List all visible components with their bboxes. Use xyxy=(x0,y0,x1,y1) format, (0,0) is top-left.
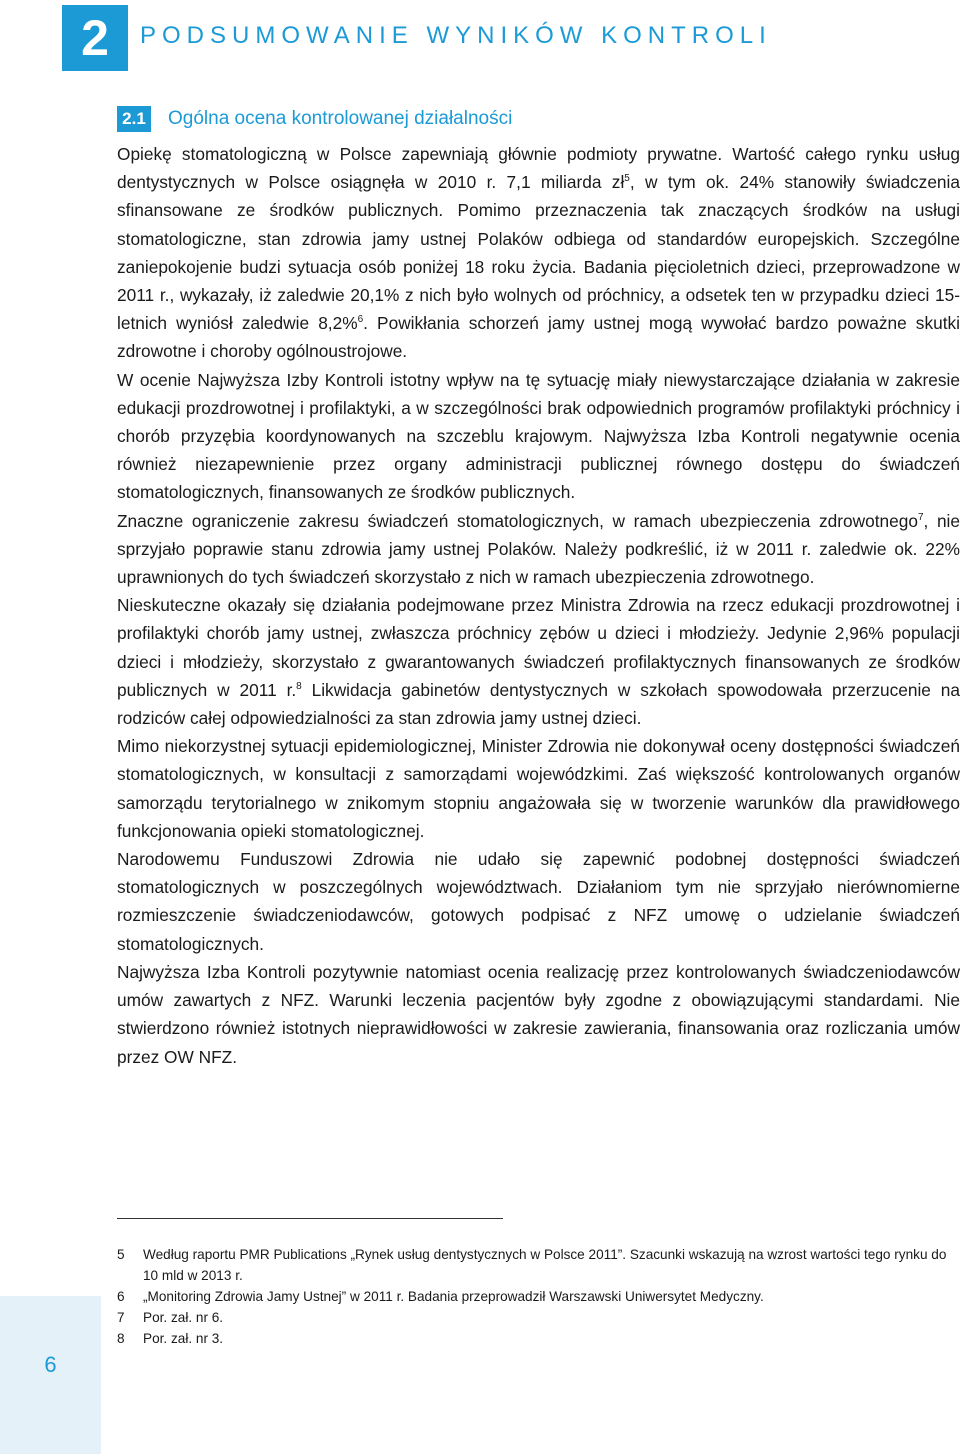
footnote xyxy=(117,1328,960,1349)
paragraph: Opiekę stomatologiczną w Polsce zapewniają głównie podmioty prywatne. Wartość całego rynku usług dentystycznych w Polsce osiągnęła w 2010 r. 7,1 miliarda $zł^5$, w tym ok. 24% stanowiły świadczenia sfinansowane ze środków publicznych. Pomimo przeznaczenia tak znaczących środków na usługi stomatologiczne, stan zdrowia jamy ustnej Polaków odbiega od standardów europejskich. Szczególne zaniepokojenie budzi sytuacja osób poniżej 18 roku życia. Badania pięcioletnich dzieci, przeprowadzone w 2011 r., wykazały, iż zaledwie 20,1% z nich było wolnych od próchnicy, a odsetek ten w przypadku dzieci 15-letnich wyniósł zaledwie 8,2%$^6$. Powikłania schorzeń jamy ustnej mogą wywołać bardzo poważne skutki zdrowotne i choroby ogólnoustrojowe. xyxy=(117,144,960,362)
footnote-number: 6 xyxy=(117,1289,125,1304)
footnote-number: 8 xyxy=(117,1331,125,1346)
footnote-number: 5 xyxy=(117,1247,125,1262)
footnote-text: „Monitoring Zdrowia Jamy Ustnej” w 2011 r. Badania przeprowadził Warszawski Uniwersytet Medyczny. xyxy=(143,1289,764,1304)
footnote-ref: 5 xyxy=(624,173,630,185)
footnote-divider xyxy=(117,1218,503,1219)
paragraph: W ocenie Najwyższa Izby Kontroli istotny wpływ na tę sytuację miały niewystarczające działania w zakresie edukacji prozdrowotnej i profilaktyki, a w szczególności brak odpowiednich programów profilaktyki próchnicy i chorób przyzębia koordynowanych na szczeblu krajowym. Najwyższa Izba Kontroli negatywnie ocenia również niezapewnienie przez organy administracji publicznej równego dostępu do świadczeń stomatologicznych, finansowanych ze środków publicznych. xyxy=(117,369,960,503)
footnote-ref: 8 xyxy=(296,680,302,692)
body-text xyxy=(117,140,960,1071)
chapter-title: PODSUMOWANIE WYNIKÓW KONTROLI xyxy=(140,22,772,49)
footnote xyxy=(117,1307,960,1328)
paragraph: Najwyższa Izba Kontroli pozytywnie natomiast ocenia realizację przez kontrolowanych świadczeniodawców umów zawartych z NFZ. Warunki leczenia pacjentów były zgodne z obowiązującymi standardami. Nie stwierdzono również istotnych nieprawidłowości w zakresie zawierania, finansowania oraz rozliczania umów przez OW NFZ. xyxy=(117,961,960,1067)
footnote-text: Por. zał. nr 3. xyxy=(143,1331,224,1346)
footnote-ref: 7 xyxy=(917,511,924,523)
page-number: 6 xyxy=(44,1352,57,1377)
footnote-ref: 6 xyxy=(357,314,364,326)
footnote-number: 7 xyxy=(117,1310,125,1325)
section-number: 2.1 xyxy=(117,106,151,132)
paragraph: Narodowemu Funduszowi Zdrowia nie udało się zapewnić podobnej dostępności świadczeń stomatologicznych w poszczególnych województwach. Działaniom tym nie sprzyjało nierównomierne rozmieszczenie świadczeniodawców, gotowych podpisać z NFZ umowę o udzielanie świadczeń stomatologicznych. xyxy=(117,849,960,954)
footnote-text: Według raportu PMR Publications „Rynek usług dentystycznych w Polsce 2011”. Szacunki wskazują na wzrost wartości tego rynku do 10 mld w 2013 r. xyxy=(143,1247,947,1283)
footnote xyxy=(117,1244,960,1286)
footnote-text: Por. zał. nr 6. xyxy=(143,1310,224,1325)
paragraph: Znaczne ograniczenie zakresu świadczeń stomatologicznych, w ramach ubezpieczenia zdrowotnego$^7$, nie sprzyjało poprawie stanu zdrowia jamy ustnej Polaków. Należy podkreślić, iż w 2011 r. zaledwie ok. 22% uprawnionych do tych świadczeń skorzystało z nich w ramach ubezpieczenia zdrowotnego. xyxy=(117,510,960,588)
chapter-number: 2 xyxy=(62,5,128,71)
paragraph: Nieskuteczne okazały się działania podejmowane przez Ministra Zdrowia na rzecz edukacji prozdrowotnej i profilaktyki chorób jamy ustnej, zwłaszcza próchnicy zębów u dzieci i młodzieży. Jedynie 2,96% populacji dzieci i młodzieży, skorzystało z gwarantowanych świadczeń profilaktycznych finansowanych ze środków publicznych w 2011 r.$^8$ Likwidacja gabinetów dentystycznych w szkołach spowodowała przerzucenie na rodziców całej odpowiedzialności za stan zdrowia jamy ustnej dzieci. xyxy=(117,595,960,729)
footnote xyxy=(117,1286,960,1307)
paragraph: Mimo niekorzystnej sytuacji epidemiologicznej, Minister Zdrowia nie dokonywał oceny dostępności świadczeń stomatologicznych, w konsultacji z samorządami wojewódzkimi. Zaś większość kontrolowanych organów samorządu terytorialnego w znikomym stopniu angażowała się w tworzenie warunków dla prawidłowego funkcjonowania opieki stomatologicznej. xyxy=(117,736,960,841)
footnotes xyxy=(117,1244,960,1349)
section-title: Ogólna ocena kontrolowanej działalności xyxy=(168,108,513,129)
